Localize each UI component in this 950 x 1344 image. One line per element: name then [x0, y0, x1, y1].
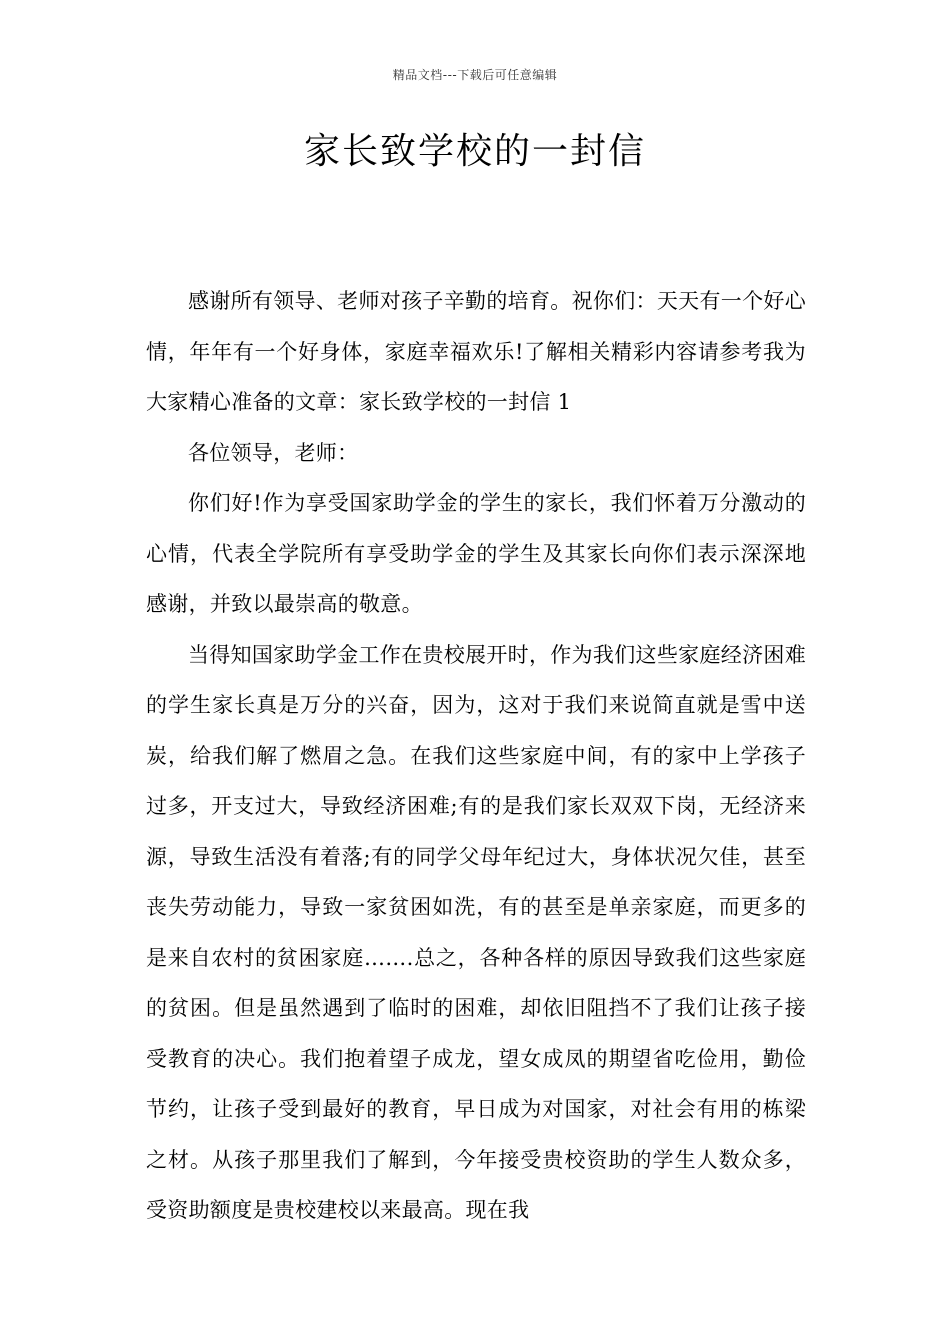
paragraph-main: 当得知国家助学金工作在贵校展开时，作为我们这些家庭经济困难的学生家长真是万分的兴奋，因为，这对于我们来说简直就是雪中送炭，给我们解了燃眉之急。在我们这些家庭中间，有的家中上学孩子过多，开支过大，导致经济困难;有的是我们家长双双下岗，无经济来源，导致生活没有着落;有的同学父母年纪过大，身体状况欠佳，甚至丧失劳动能力，导致一家贫困如洗，有的甚至是单亲家庭，而更多的是来自农村的贫困家庭…….总之，各种各样的原因导致我们这些家庭的贫困。但是虽然遇到了临时的困难，却依旧阻挡不了我们让孩子接受教育的决心。我们抱着望子成龙，望女成凤的期望省吃俭用，勤俭节约，让孩子受到最好的教育，早日成为对国家，对社会有用的栋梁之材。从孩子那里我们了解到，今年接受贵校资助的学生人数众多，受资助额度是贵校建校以来最高。现在我 [146, 642, 806, 1222]
paragraph-greeting-intro: 感谢所有领导、老师对孩子辛勤的培育。祝你们：天天有一个好心情，年年有一个好身体，家庭幸福欢乐!了解相关精彩内容请参考我为大家精心准备的文章：家长致学校的一封信 1 [146, 289, 806, 414]
header-note: 精品文档---下载后可任意编辑 [392, 68, 558, 82]
paragraph-salutation: 各位领导，老师： [188, 440, 359, 465]
document-body [146, 276, 806, 1236]
document-title: 家长致学校的一封信 [303, 131, 646, 172]
paragraph-thanks: 你们好!作为享受国家助学金的学生的家长，我们怀着万分激动的心情，代表全学院所有享受助学金的学生及其家长向你们表示深深地感谢，并致以最崇高的敬意。 [146, 491, 806, 616]
